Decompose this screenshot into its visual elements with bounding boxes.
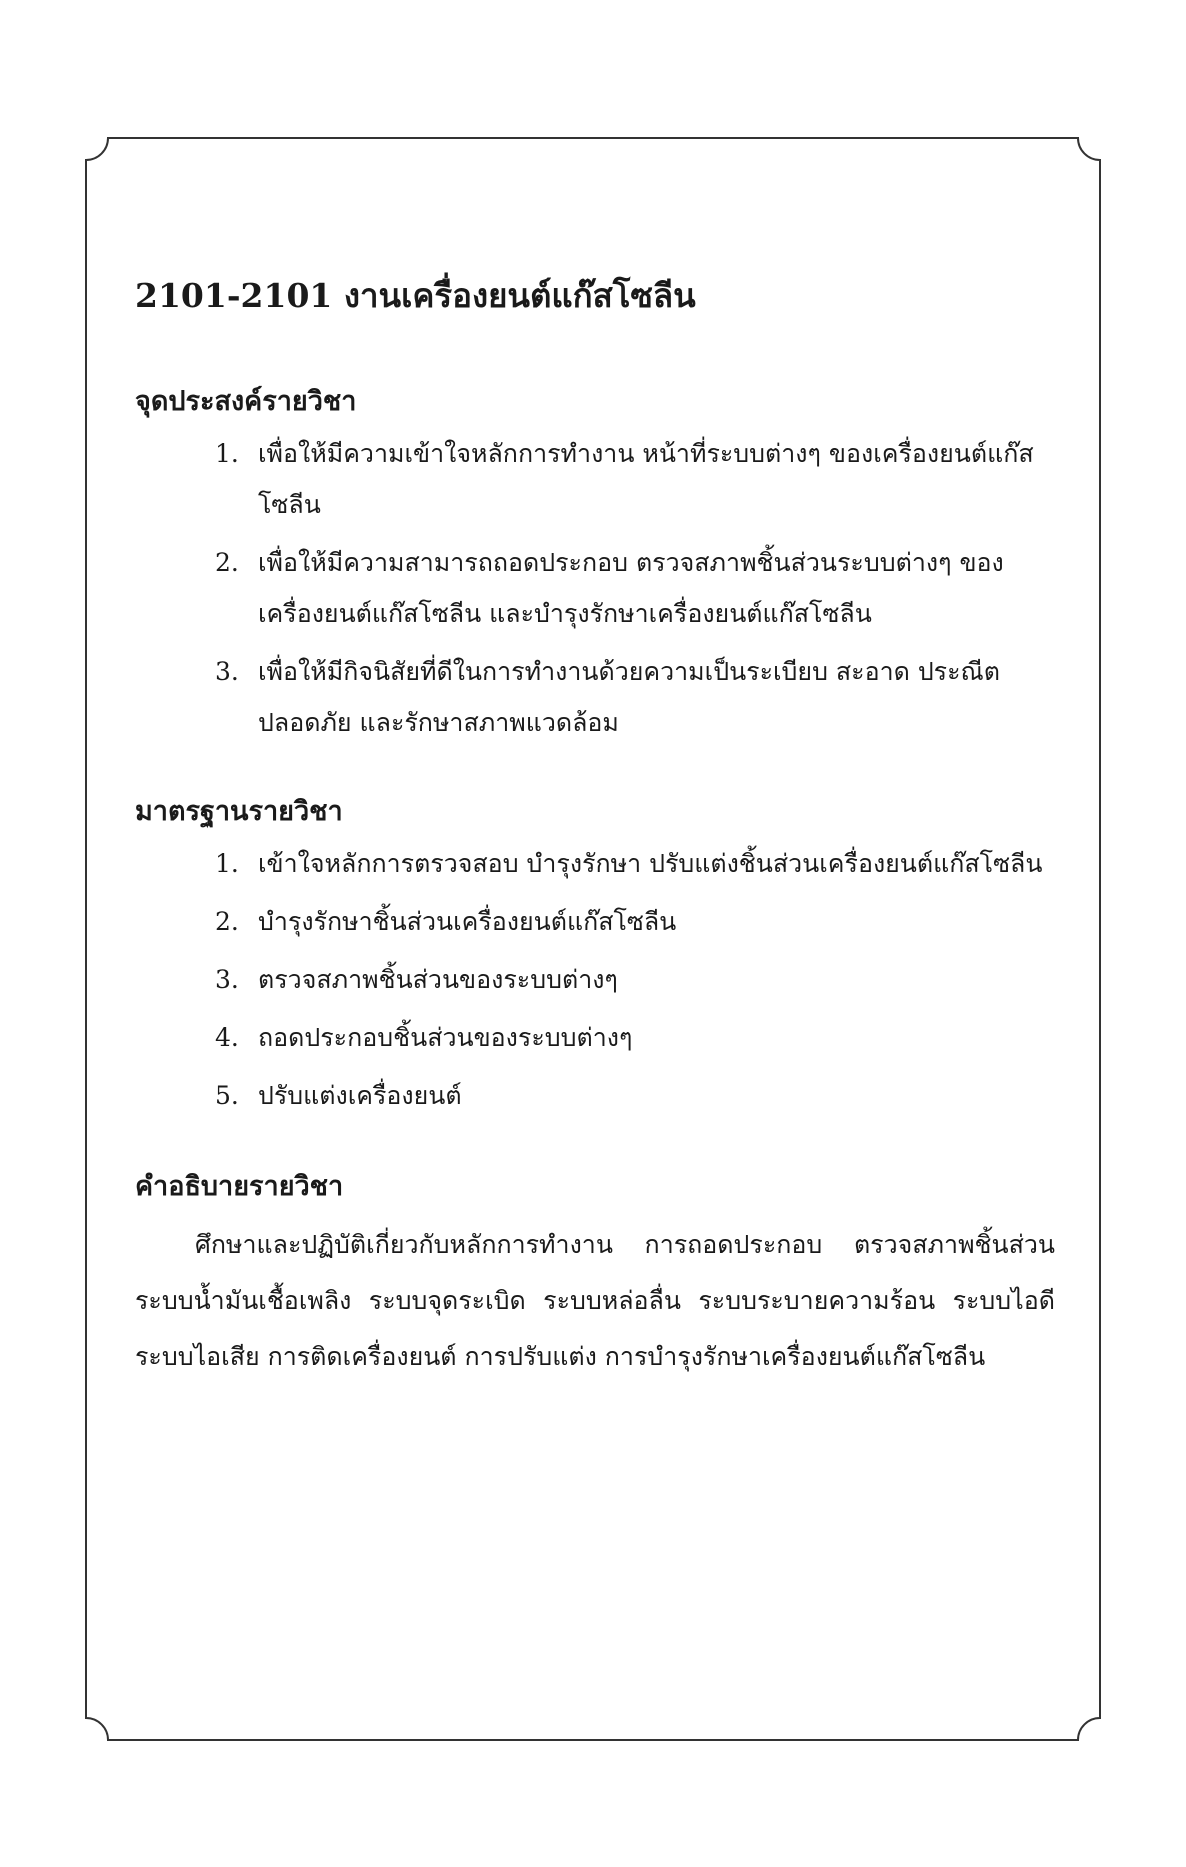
- list-item: [135, 954, 1055, 1005]
- item-text: เพื่อให้มีกิจนิสัยที่ดีในการทำงานด้วยความเป็นระเบียบ สะอาด ประณีต ปลอดภัย และรักษาสภาพแวดล้อม: [258, 657, 1000, 737]
- item-text: เพื่อให้มีความสามารถถอดประกอบ ตรวจสภาพชิ้นส่วนระบบต่างๆ ของเครื่องยนต์แก๊สโซลีน และบำรุงรักษาเครื่องยนต์แก๊สโซลีน: [258, 548, 1004, 628]
- item-number: 3.: [215, 657, 239, 686]
- item-text: ตรวจสภาพชิ้นส่วนของระบบต่างๆ: [258, 965, 618, 994]
- item-text: ถอดประกอบชิ้นส่วนของระบบต่างๆ: [258, 1023, 633, 1052]
- standards-list: [135, 838, 1055, 1121]
- item-number: 1.: [215, 849, 239, 878]
- list-item: [135, 537, 1055, 639]
- list-item: [135, 896, 1055, 947]
- course-title: 2101-2101 งานเครื่องยนต์แก๊สโซลีน: [135, 276, 696, 315]
- item-number: 5.: [215, 1081, 239, 1110]
- item-text: เพื่อให้มีความเข้าใจหลักการทำงาน หน้าที่ระบบต่างๆ ของเครื่องยนต์แก๊สโซลีน: [258, 439, 1034, 519]
- description-paragraph: ศึกษาและปฏิบัติเกี่ยวกับหลักการทำงาน การถอดประกอบ ตรวจสภาพชิ้นส่วนระบบน้ำมันเชื้อเพลิง ระบบจุดระเบิด ระบบหล่อลื่น ระบบระบายความร้อน ระบบไอดี ระบบไอเสีย การติดเครื่องยนต์ การปรับแต่ง การบำรุงรักษาเครื่องยนต์แก๊สโซลีน: [135, 1230, 1055, 1371]
- item-text: เข้าใจหลักการตรวจสอบ บำรุงรักษา ปรับแต่งชิ้นส่วนเครื่องยนต์แก๊สโซลีน: [258, 849, 1043, 878]
- item-number: 2.: [215, 548, 239, 577]
- item-text: บำรุงรักษาชิ้นส่วนเครื่องยนต์แก๊สโซลีน: [258, 907, 677, 936]
- list-item: [135, 428, 1055, 530]
- item-number: 4.: [215, 1023, 239, 1052]
- list-item: [135, 646, 1055, 748]
- item-number: 3.: [215, 965, 239, 994]
- objectives-list: [135, 428, 1055, 748]
- description-heading: คำอธิบายรายวิชา: [135, 1171, 344, 1202]
- item-text: ปรับแต่งเครื่องยนต์: [258, 1081, 462, 1110]
- list-item: [135, 1070, 1055, 1121]
- item-number: 1.: [215, 439, 239, 468]
- standards-heading: มาตรฐานรายวิชา: [135, 796, 343, 827]
- item-number: 2.: [215, 907, 239, 936]
- list-item: [135, 838, 1055, 889]
- list-item: [135, 1012, 1055, 1063]
- objectives-heading: จุดประสงค์รายวิชา: [135, 386, 357, 417]
- document-content: [135, 272, 1055, 1385]
